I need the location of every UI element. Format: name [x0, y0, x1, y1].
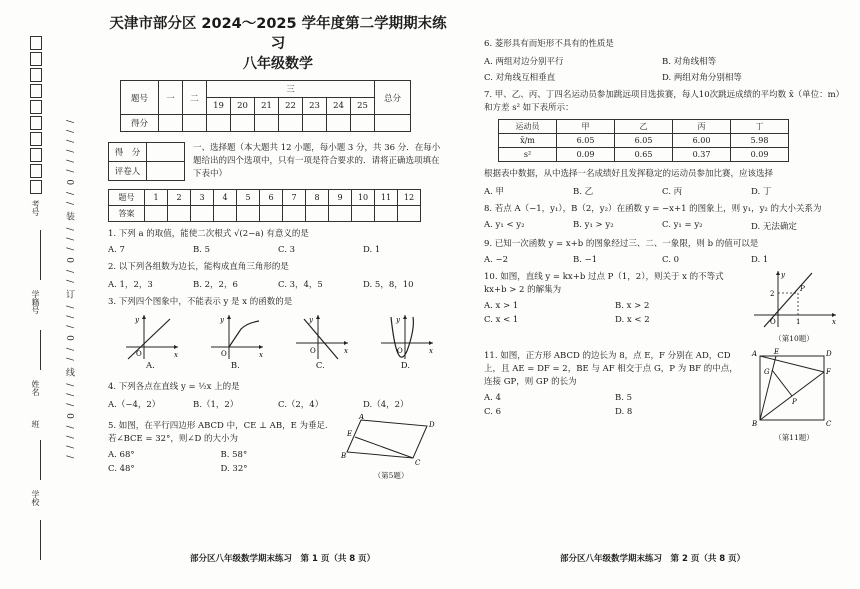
label-exam-number: 考号: [31, 200, 40, 216]
question-8: 8. 若点 A（−1，y₁），B（2，y₂）在函数 y = −x+1 的图象上，则 y₁，y₂ 的大小关系为: [484, 204, 822, 214]
svg-text:2: 2: [770, 290, 775, 298]
question-4: 4. 下列各点在直线 y = ½x 上的是: [108, 382, 240, 392]
label-class: 班: [31, 420, 40, 428]
svg-text:y: y: [781, 271, 785, 279]
svg-text:x: x: [343, 347, 348, 355]
question-9: 9. 已知一次函数 y = x+b 的图象经过三、二、一象限，则 b 的值可以是: [484, 239, 759, 249]
svg-text:A: A: [752, 350, 758, 358]
svg-text:y: y: [395, 316, 400, 324]
svg-text:x: x: [173, 351, 178, 359]
svg-text:F: F: [826, 368, 831, 376]
svg-text:E: E: [347, 430, 353, 438]
question-6-options-row1: A. 两组对边分别平行 B. 对角线相等: [484, 57, 717, 67]
svg-text:B: B: [752, 420, 758, 428]
svg-text:P: P: [800, 285, 805, 293]
svg-text:C: C: [826, 420, 832, 428]
figure-q10-graph: [750, 269, 838, 329]
grader-table: 得 分 评卷人: [108, 142, 185, 181]
svg-text:B: B: [341, 452, 347, 460]
question-11-options-row1: A. 4 B. 5: [484, 393, 633, 403]
graph-d: [377, 313, 435, 361]
question-10-options-row2: C. x < 1 D. x < 2: [484, 315, 650, 325]
section-one-header: [108, 142, 448, 181]
question-11-options-row2: C. 6 D. 8: [484, 407, 633, 417]
question-2: 2. 以下列各组数为边长，能构成直角三角形的是: [108, 262, 289, 272]
graph-c: [292, 313, 350, 361]
label-name: 姓名: [31, 380, 40, 396]
label-school: 学校: [31, 490, 40, 506]
seal-line: / / / / / / 0 / / 装 / / / 0 / / 订 / / / 0 / / 线 / / / 0 / / / /: [64, 119, 74, 461]
question-1: 1. 下列 a 的取值，能使二次根式 √(2−a) 有意义的是: [108, 229, 309, 239]
question-5: 5. 如图，在平行四边形 ABCD 中，CE ⊥ AB，E 为垂足. 若∠BCE = 32°，则∠D 的大小为: [108, 421, 328, 444]
left-column: [108, 14, 448, 481]
figure-q11-square: [750, 348, 838, 428]
question-4-options: A.（−4，2） B.（1，2） C.（2，4） D.（4，2）: [108, 400, 409, 410]
question-7-followup: 根据表中数据，从中选择一名成绩好且发挥稳定的运动员参加比赛，应该选择: [484, 169, 774, 179]
svg-text:x: x: [258, 351, 263, 359]
label-student-number: 学籍号: [31, 290, 40, 314]
graph-a: [122, 313, 180, 361]
question-11: 11. 如图，正方形 ABCD 的边长为 8，点 E，F 分别在 AD，CD 上，且 AE = DF = 2，BE 与 AF 相交于点 G，P 为 BF 的中点，连接 GP，则 GP 的长为: [484, 351, 738, 387]
question-3: 3. 下列四个图象中，不能表示 y 是 x 的函数的是: [108, 297, 293, 307]
question-6-options-row2: C. 对角线互相垂直 D. 两组对角分别相等: [484, 73, 742, 83]
graph-b: [207, 313, 265, 361]
score-table: 题号 一 二 三 总分 19 20 21 22 23 24 25 得分: [120, 80, 411, 132]
svg-text:y: y: [219, 316, 224, 324]
figure-q10-caption: （第10题）: [774, 334, 814, 343]
svg-text:O: O: [770, 318, 776, 326]
svg-text:G: G: [764, 368, 770, 376]
right-column: [484, 38, 840, 443]
svg-text:P: P: [792, 398, 797, 406]
question-1-options: A. 7 B. 5 C. 3 D. 1: [108, 245, 381, 255]
svg-text:D: D: [826, 350, 832, 358]
question-9-options: A. −2 B. −1 C. 0 D. 1: [484, 255, 769, 265]
student-id-boxes: [30, 36, 52, 196]
svg-text:O: O: [220, 350, 227, 358]
answer-table: 题号 1 2 3 4 5 6 7 8 9 10 11 12 答案: [108, 189, 421, 222]
table-q7: 运动员 甲 乙 丙 丁 x̄/m 6.05 6.05 6.00 5.98 s² 0.09 0.65 0.37 0.09: [498, 119, 789, 162]
svg-text:O: O: [135, 350, 142, 358]
svg-text:C: C: [415, 459, 421, 466]
svg-text:x: x: [832, 318, 836, 326]
svg-text:y: y: [134, 316, 139, 324]
exam-title: 天津市部分区 2024～2025 学年度第二学期期末练习: [109, 16, 447, 52]
question-7-options: A. 甲 B. 乙 C. 丙 D. 丁: [484, 187, 772, 197]
question-2-options: A. 1，2，3 B. 2，2，6 C. 3，4，5 D. 5，8，10: [108, 280, 414, 290]
svg-text:D: D: [429, 421, 435, 429]
question-8-options: A. y₁ < y₂ B. y₁ > y₂ C. y₁ = y₂ D. 无法确定: [484, 220, 797, 232]
footer-page-1: 部分区八年级数学期末练习 第 1 页（共 8 页）: [190, 554, 376, 564]
svg-text:E: E: [774, 348, 780, 356]
svg-text:1: 1: [796, 318, 801, 326]
figure-q11-caption: （第11题）: [774, 433, 814, 442]
footer-page-2: 部分区八年级数学期末练习 第 2 页（共 8 页）: [560, 554, 746, 564]
svg-text:O: O: [396, 347, 403, 355]
figure-q5-caption: （第5题）: [373, 471, 409, 480]
question-7: 7. 甲、乙、丙、丁四名运动员参加跳远项目选拔赛，每人10次跳远成绩的平均数 x̄（单位：m）和方差 s² 如下表所示：: [484, 90, 840, 113]
question-6: 6. 菱形具有而矩形不具有的性质是: [484, 39, 614, 49]
question-10-options-row1: A. x > 1 B. x > 2: [484, 301, 650, 311]
svg-text:y: y: [308, 316, 313, 324]
svg-text:O: O: [309, 347, 316, 355]
question-3-graphs: [108, 313, 448, 361]
figure-q5-parallelogram: [341, 414, 441, 466]
svg-text:x: x: [428, 347, 433, 355]
question-3-labels: A. B. C. D.: [146, 361, 410, 371]
question-5-options-row2: C. 48° D. 32°: [108, 464, 248, 474]
question-10: 10. 如图，直线 y = kx+b 过点 P（1，2），则关于 x 的不等式 kx+b > 2 的解集为: [484, 272, 724, 295]
svg-text:A: A: [359, 414, 365, 421]
section-one-instructions: 一、选择题（本大题共 12 小题，每小题 3 分，共 36 分．在每小题给出的四个选项中，只有一项是符合要求的．请将正确选项填在下表中）: [193, 143, 441, 179]
exam-subtitle: 八年级数学: [243, 56, 313, 72]
binding-margin: [0, 0, 90, 589]
question-5-options-row1: A. 68° B. 58°: [108, 450, 248, 460]
